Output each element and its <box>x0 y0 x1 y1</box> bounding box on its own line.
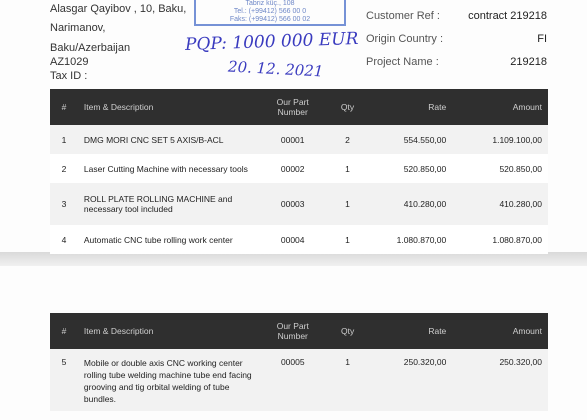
header-rate: Rate <box>371 313 453 349</box>
table-header-row <box>50 313 548 349</box>
table-row <box>50 349 548 411</box>
items-table-page-2 <box>50 313 548 411</box>
page-separator <box>0 252 587 266</box>
origin-country-label: Origin Country : <box>366 33 444 45</box>
table-row <box>50 183 548 225</box>
row-num: 1 <box>61 134 67 145</box>
header-part-line1: Our Part <box>276 321 309 331</box>
address-line-4: AZ1029 <box>50 56 89 68</box>
tax-id-label: Tax ID : <box>50 70 88 82</box>
stamp-line-1: Tabriz küç., 108 <box>245 0 295 7</box>
header-part-line1: Our Part <box>276 97 309 107</box>
handwritten-date: 20. 12. 2021 <box>227 57 324 81</box>
company-stamp <box>194 0 346 26</box>
row-amount: 250.320,00 <box>499 357 542 367</box>
row-rate: 410.280,00 <box>403 199 447 209</box>
header-rate: Rate <box>370 89 452 125</box>
customer-ref-value: contract 219218 <box>468 10 547 22</box>
row-num: 2 <box>61 163 67 174</box>
row-rate: 520.850,00 <box>403 163 447 174</box>
row-num: 4 <box>61 234 67 245</box>
customer-ref-label: Customer Ref : <box>366 10 440 22</box>
header-desc: Item & Description <box>78 313 261 349</box>
row-qty: 1 <box>345 199 350 209</box>
address-line-2: Narimanov, <box>50 22 106 34</box>
header-num: # <box>50 313 78 349</box>
row-qty: 2 <box>345 134 350 145</box>
header-desc: Item & Description <box>78 89 261 125</box>
items-table-page-1 <box>50 89 548 254</box>
row-amount: 1.080.870,00 <box>492 234 542 245</box>
row-part: 00002 <box>280 163 305 174</box>
row-part: 00005 <box>280 357 305 367</box>
stamp-line-3: Faks: (+99412) 566 00 02 <box>229 16 311 23</box>
header-qty: Qty <box>325 89 371 125</box>
table-row <box>50 154 548 183</box>
row-desc: Mobile or double axis CNC working center rolling tube welding machine tube end facing grooving and tig orbital welding of tube bundles. <box>83 358 252 404</box>
row-part: 00001 <box>280 134 305 145</box>
row-qty: 1 <box>345 357 350 367</box>
row-num: 5 <box>61 357 67 367</box>
row-qty: 1 <box>345 163 350 174</box>
header-amount: Amount <box>452 89 548 125</box>
row-desc: Laser Cutting Machine with necessary tools <box>83 163 248 174</box>
header-part <box>261 313 325 349</box>
header-num: # <box>50 89 78 125</box>
row-part: 00004 <box>280 234 305 245</box>
row-amount: 1.109.100,00 <box>492 134 542 145</box>
row-rate: 1.080.870,00 <box>396 234 447 245</box>
row-desc: Automatic CNC tube rolling work center <box>83 234 233 245</box>
header-part-line2: Number <box>277 331 308 341</box>
header-amount: Amount <box>452 313 548 349</box>
header-qty: Qty <box>325 313 371 349</box>
header-part-line2: Number <box>277 107 308 117</box>
row-amount: 410.280,00 <box>499 199 542 209</box>
row-qty: 1 <box>345 234 350 245</box>
table-header-row <box>50 89 548 125</box>
row-part: 00003 <box>280 199 305 209</box>
origin-country-value: FI <box>537 33 547 45</box>
row-rate: 554.550,00 <box>403 134 447 145</box>
table-row <box>50 225 548 254</box>
address-line-3: Baku/Azerbaijan <box>50 42 131 54</box>
header-part <box>261 89 325 125</box>
stamp-line-2: Tel.: (+99412) 566 00 0 <box>233 8 307 15</box>
address-line-1: Alasgar Qayibov , 10, Baku, <box>50 3 187 15</box>
handwritten-amount: PQP: 1000 000 EUR <box>184 28 359 56</box>
row-amount: 520.850,00 <box>499 163 542 174</box>
row-desc: DMG MORI CNC SET 5 AXIS/B-ACL <box>83 134 224 145</box>
table-row <box>50 125 548 154</box>
project-name-value: 219218 <box>510 56 547 68</box>
project-name-label: Project Name : <box>366 56 439 68</box>
row-num: 3 <box>61 199 67 209</box>
row-desc: ROLL PLATE ROLLING MACHINE and necessary tool included <box>83 194 233 214</box>
row-rate: 250.320,00 <box>403 357 447 367</box>
